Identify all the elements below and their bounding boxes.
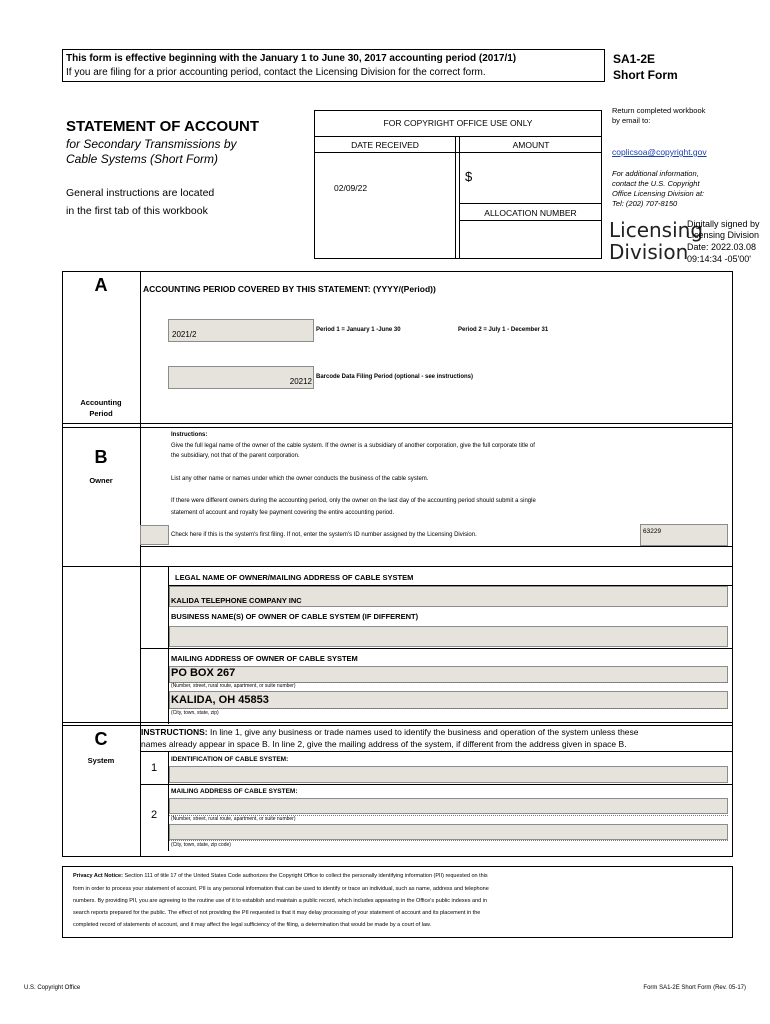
address-line2-caption: (City, town, state, zip) xyxy=(171,710,219,716)
privacy-notice-line3: numbers. By providing PII, you are agreeing to the routine use of it to establish and maintain a public record, which includes appearing in the Office's public indexes and in xyxy=(73,898,487,904)
office-use-divider xyxy=(314,136,602,137)
effective-notice-line1: This form is effective beginning with the January 1 to June 30, 2017 accounting period (2017/1) xyxy=(66,53,517,64)
section-c-instructions-heading: INSTRUCTIONS: xyxy=(141,727,208,737)
section-a-side-label2: Period xyxy=(89,409,113,418)
accounting-period-value: 2021/2 xyxy=(172,330,197,339)
office-use-divider-4 xyxy=(459,220,602,221)
section-c-instructions-line1: In line 1, give any business or trade names used to identify the business and operation of the system unless these xyxy=(207,727,639,737)
system-city-field[interactable] xyxy=(169,824,728,840)
general-instructions-line1: General instructions are located xyxy=(66,187,215,199)
section-b-divider-2 xyxy=(62,566,733,567)
business-name-heading: BUSINESS NAME(S) OF OWNER OF CABLE SYSTEM (IF DIFFERENT) xyxy=(171,612,419,621)
office-use-divider-3 xyxy=(459,203,602,204)
page-subtitle-line2: Cable Systems (Short Form) xyxy=(66,152,219,166)
privacy-notice-line1 xyxy=(73,873,488,879)
section-a-heading: ACCOUNTING PERIOD COVERED BY THIS STATEMENT: (YYYY/(Period)) xyxy=(143,284,436,294)
first-filing-checkbox[interactable] xyxy=(140,525,169,545)
section-c-instructions xyxy=(141,727,639,737)
date-received-label: DATE RECEIVED xyxy=(351,140,419,150)
system-mailing-caption-2: (City, town, state, zip code) xyxy=(171,842,231,848)
row-2-label: MAILING ADDRESS OF CABLE SYSTEM: xyxy=(171,788,298,795)
page-title: STATEMENT OF ACCOUNT xyxy=(66,118,260,135)
date-received-value: 02/09/22 xyxy=(334,183,368,193)
footer-form-revision: Form SA1-2E Short Form (Rev. 05-17) xyxy=(643,985,746,991)
allocation-number-label: ALLOCATION NUMBER xyxy=(484,208,577,218)
section-c-divider xyxy=(140,751,733,752)
address-line1-caption: (Number, street, rural route, apartment, or suite number) xyxy=(171,683,296,689)
barcode-period-label: Barcode Data Filing Period (optional - see instructions) xyxy=(316,374,474,380)
legal-name-heading: LEGAL NAME OF OWNER/MAILING ADDRESS OF CABLE SYSTEM xyxy=(175,573,414,582)
info-line2: contact the U.S. Copyright xyxy=(612,179,700,188)
barcode-period-value: 20212 xyxy=(289,377,312,386)
signature-detail-3: Date: 2022.03.08 xyxy=(687,242,757,252)
system-mailing-caption-1: (Number, street, rural route, apartment, or suite number) xyxy=(171,816,296,822)
section-b-instr-1b: the subsidiary, not that of the parent corporation. xyxy=(171,453,300,459)
section-b-instr-2: List any other name or names under which the owner conducts the business of the cable system. xyxy=(171,476,429,482)
privacy-notice-text1: Section 111 of title 17 of the United States Code authorizes the Copyright Office to collect the personally identifying information (PII) requested on this xyxy=(122,873,488,879)
signature-detail-1: Digitally signed by xyxy=(687,219,760,229)
section-a-letter: A xyxy=(94,275,108,295)
privacy-notice-line4: search reports prepared for the public. The effect of not providing the PII requested is that it may delay processing of your statement of account and its placement in the xyxy=(73,910,481,916)
row-1-label: IDENTIFICATION OF CABLE SYSTEM: xyxy=(171,756,289,763)
period-2-note: Period 2 = July 1 - December 31 xyxy=(458,327,549,333)
privacy-notice-line5: completed record of statements of account, and it may affect the legal sufficiency of the filing, a determination that would be made by a court of law. xyxy=(73,922,432,928)
section-b-side-label: Owner xyxy=(89,476,113,485)
section-b-divider-1 xyxy=(140,546,733,547)
amount-dollar-sign: $ xyxy=(465,169,473,184)
section-c-instructions-line2: names already appear in space B. In line 2, give the mailing address of the system, if different from the address given in space B. xyxy=(141,739,627,749)
privacy-notice-heading: Privacy Act Notice: xyxy=(73,873,123,879)
section-a-divider xyxy=(62,423,733,424)
signature-detail-4: 09:14:34 -05'00' xyxy=(687,254,751,264)
form-type: Short Form xyxy=(613,68,678,82)
section-a-divider-2 xyxy=(62,427,733,428)
return-text-line1: Return completed workbook xyxy=(612,106,706,115)
return-text-line2: by email to: xyxy=(612,116,651,125)
form-code: SA1-2E xyxy=(613,52,656,66)
section-b-instr-3b: statement of account and royalty fee payment covering the entire accounting period. xyxy=(171,510,395,516)
legal-name-value: KALIDA TELEPHONE COMPANY INC xyxy=(171,596,302,605)
effective-notice-line2: If you are filing for a prior accounting period, contact the Licensing Division for the correct form. xyxy=(66,67,486,78)
address-line1-field[interactable] xyxy=(169,666,728,683)
office-use-vertical-2 xyxy=(459,136,460,259)
section-c-row1-divider xyxy=(140,784,733,785)
office-use-divider-2 xyxy=(314,152,602,153)
row-2-number: 2 xyxy=(150,809,158,821)
system-id-value: 63229 xyxy=(643,528,662,535)
address-line2-rule xyxy=(169,708,728,709)
period-1-note: Period 1 = January 1 -June 30 xyxy=(316,327,401,333)
email-link[interactable]: coplicsoa@copyright.gov xyxy=(612,147,707,157)
address-line1-value: PO BOX 267 xyxy=(171,667,236,679)
signature-detail-2: Licensing Division xyxy=(687,230,760,240)
office-use-vertical-1 xyxy=(455,136,456,259)
signature-name-line1: Licensing xyxy=(609,218,704,242)
general-instructions-line2: in the first tab of this workbook xyxy=(66,205,208,217)
section-a-side-label1: Accounting xyxy=(80,398,122,407)
first-filing-check-text: Check here if this is the system's first filing. If not, enter the system's ID number assigned by the Licensing Division. xyxy=(171,532,477,538)
section-c-letter: C xyxy=(94,729,108,749)
info-tel: Tel: (202) 707-8150 xyxy=(612,199,678,208)
business-name-field[interactable] xyxy=(169,626,728,647)
system-identification-field[interactable] xyxy=(169,766,728,783)
business-name-divider xyxy=(140,648,733,649)
office-use-heading: FOR COPYRIGHT OFFICE USE ONLY xyxy=(383,118,533,128)
info-line3: Office Licensing Division at: xyxy=(612,189,705,198)
footer-office: U.S. Copyright Office xyxy=(24,985,81,991)
privacy-notice-line2: form in order to process your statement of account. PII is any personal information that can be used to identify or trace an individual, such as name, address and telephone xyxy=(73,886,489,892)
mailing-address-heading: MAILING ADDRESS OF OWNER OF CABLE SYSTEM xyxy=(171,654,358,663)
section-b-letter: B xyxy=(94,447,108,467)
signature-name-line2: Division xyxy=(609,240,689,264)
section-b-instr-1a: Give the full legal name of the owner of the cable system. If the owner is a subsidiary of another corporation, give the full corporate title of xyxy=(171,443,535,449)
info-line1: For additional information, xyxy=(612,169,699,178)
section-c-side-label: System xyxy=(87,756,115,765)
system-mailing-rule-2 xyxy=(169,840,728,841)
amount-label: AMOUNT xyxy=(512,140,550,150)
section-b-bottom-divider-2 xyxy=(62,725,733,726)
system-mailing-address-field[interactable] xyxy=(169,798,728,814)
row-1-number: 1 xyxy=(150,762,158,774)
section-b-instructions-heading: Instructions: xyxy=(171,432,208,438)
address-line2-value: KALIDA, OH 45853 xyxy=(171,694,269,706)
section-b-instr-3a: If there were different owners during the accounting period, only the owner on the last day of the accounting period should submit a single xyxy=(171,498,536,504)
page-subtitle-line1: for Secondary Transmissions by xyxy=(66,137,237,151)
section-b-bottom-divider xyxy=(62,722,733,723)
